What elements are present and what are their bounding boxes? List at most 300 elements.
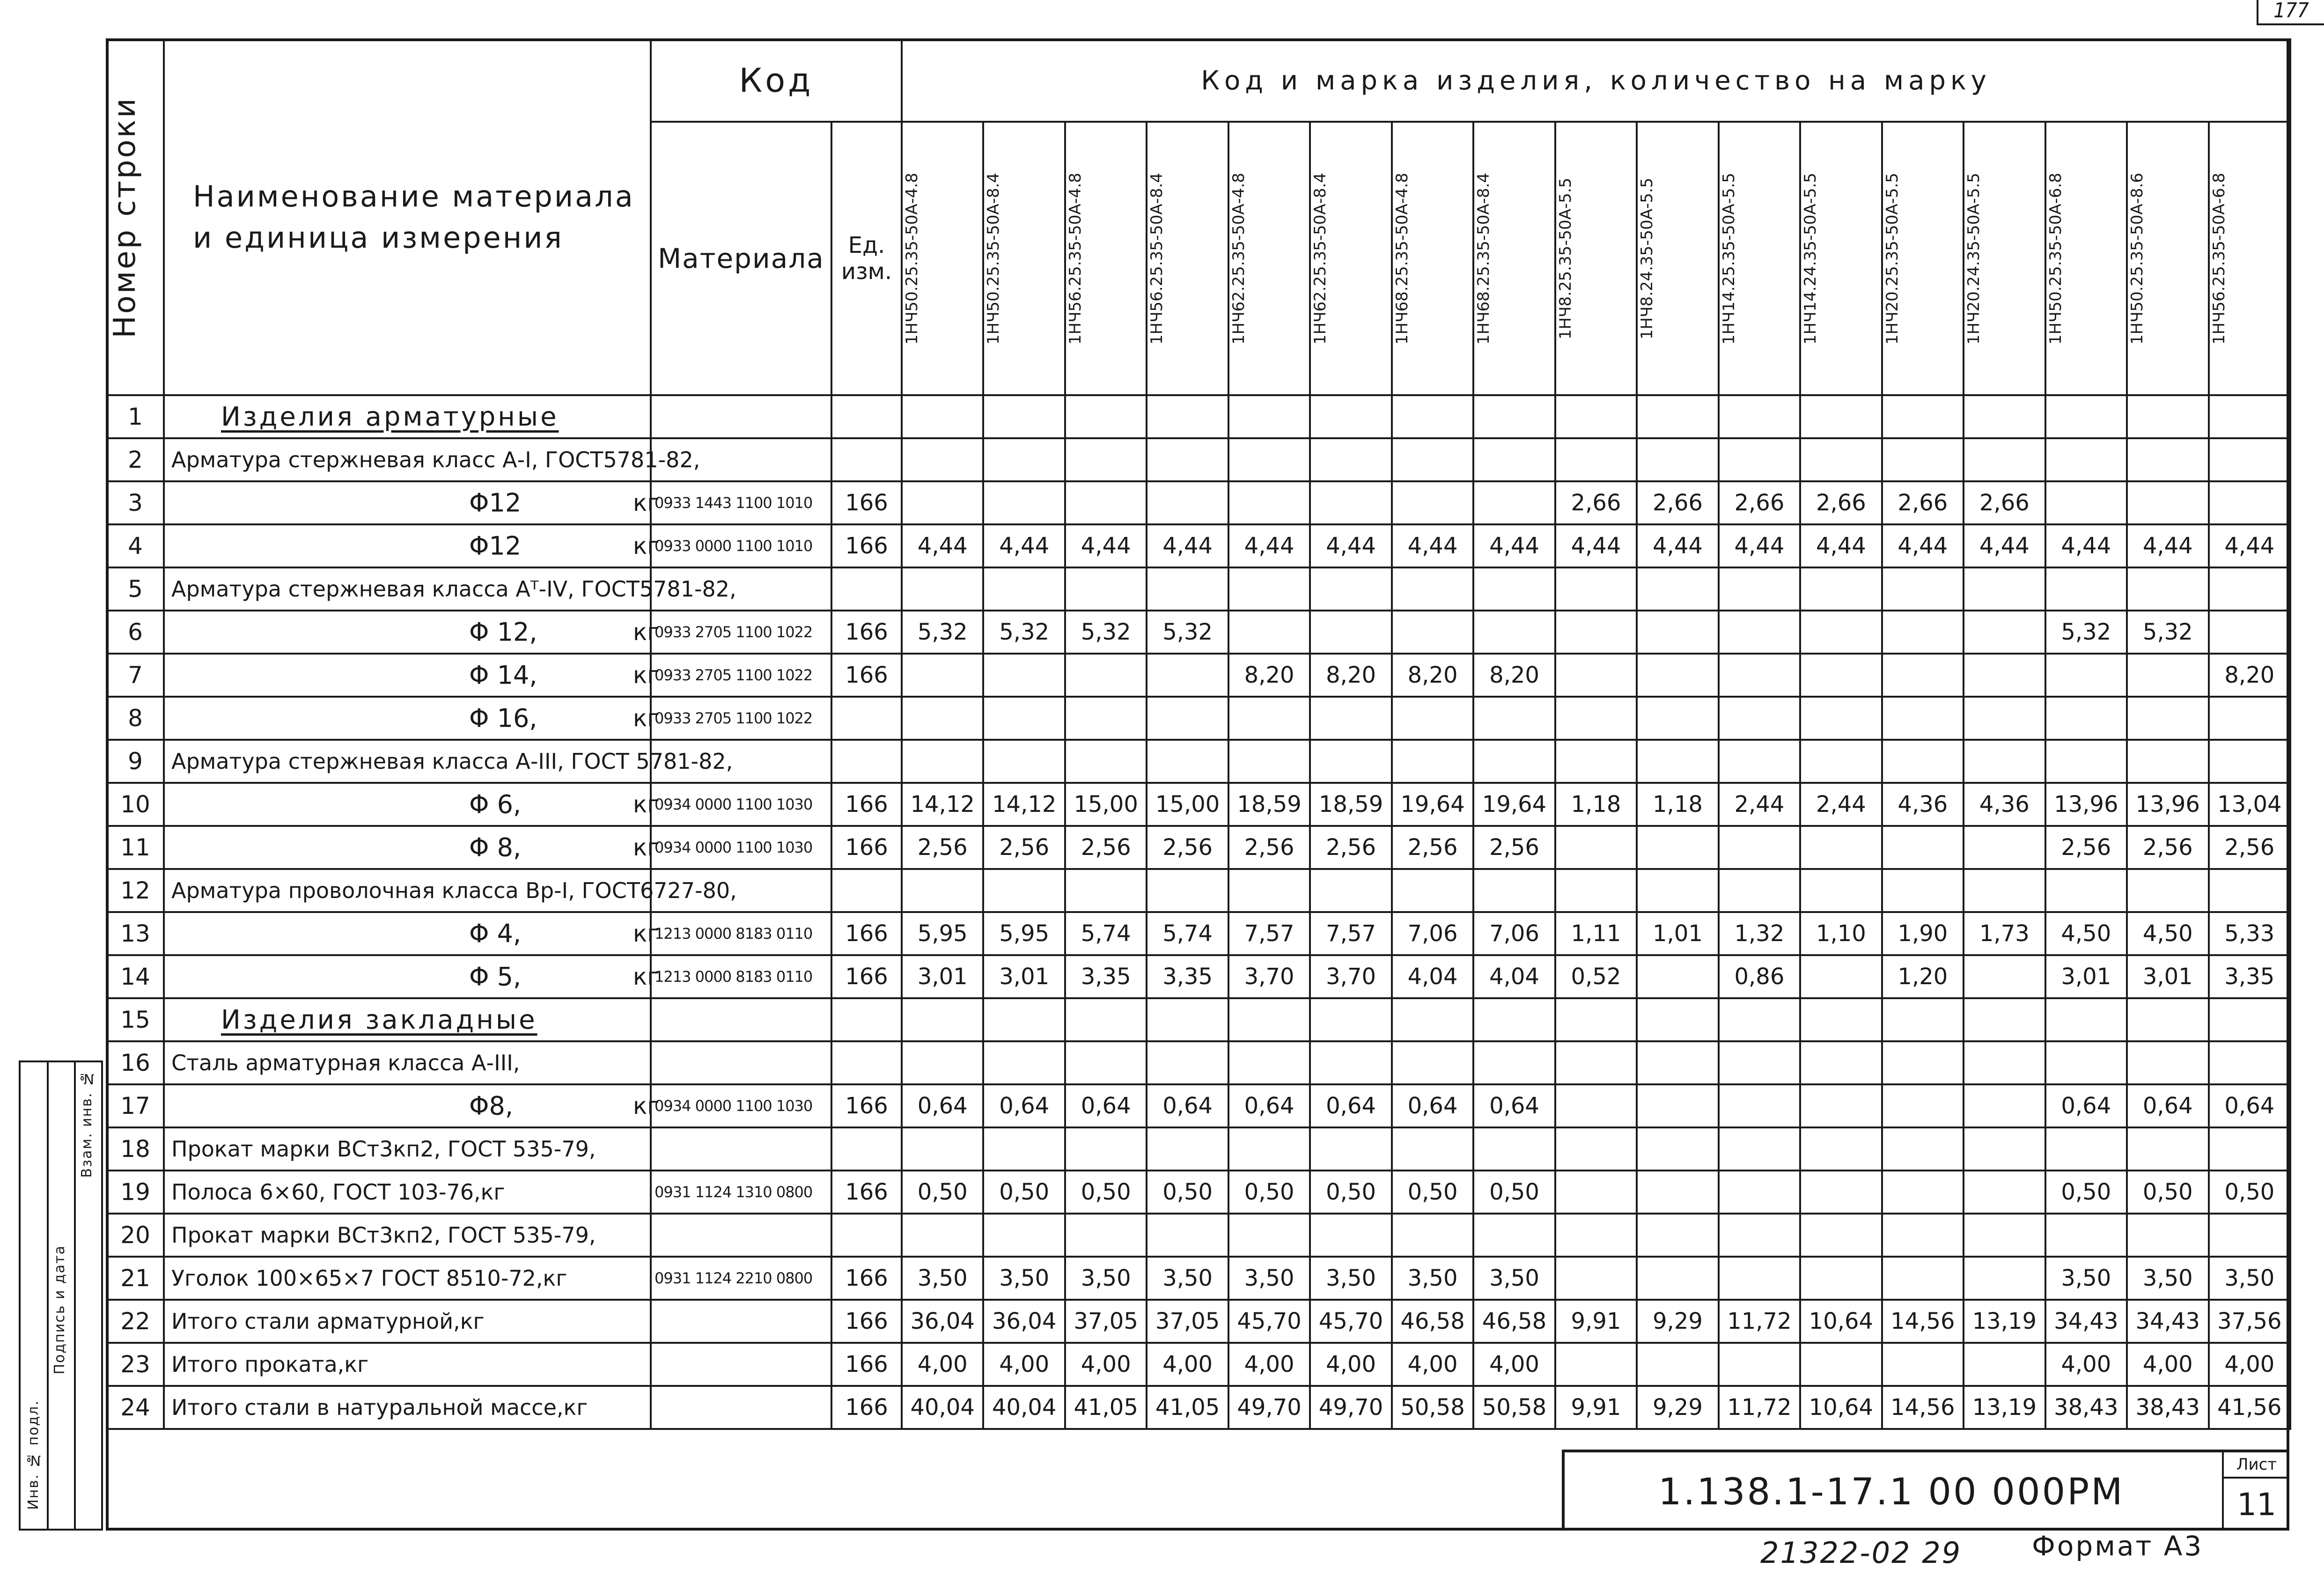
quantity-cell: 45,70	[1228, 1300, 1310, 1343]
quantity-cell	[1964, 654, 2045, 697]
row-number: 12	[107, 869, 164, 912]
material-code: 0934 0000 1100 1030	[651, 783, 831, 826]
quantity-cell	[2127, 697, 2208, 740]
quantity-cell: 4,44	[1065, 524, 1147, 567]
quantity-cell: 4,00	[1147, 1343, 1228, 1386]
header-mark-6: 1НЧ62.25.35-50А-8.4	[1310, 122, 1391, 395]
quantity-cell	[1310, 740, 1391, 783]
quantity-cell: 9,29	[1637, 1386, 1718, 1429]
quantity-cell	[1719, 1257, 1800, 1300]
table-row	[107, 912, 2290, 955]
unit-code	[831, 697, 902, 740]
quantity-cell	[1555, 1084, 1637, 1127]
quantity-cell	[1392, 998, 1473, 1041]
quantity-cell	[1637, 1171, 1718, 1214]
unit-label: кг	[563, 1395, 588, 1420]
quantity-cell	[2045, 1041, 2127, 1084]
quantity-cell	[1964, 611, 2045, 654]
unit-label: кг	[633, 791, 660, 818]
quantity-cell	[2045, 654, 2127, 697]
quantity-cell: 2,56	[2127, 826, 2208, 869]
quantity-cell	[1065, 869, 1147, 912]
diameter: Φ 16,	[469, 703, 537, 733]
quantity-cell: 3,50	[1310, 1257, 1391, 1300]
quantity-cell	[902, 654, 983, 697]
quantity-cell	[1964, 1084, 2045, 1127]
quantity-cell: 0,64	[1392, 1084, 1473, 1127]
quantity-cell	[1882, 1041, 1964, 1084]
quantity-cell	[1882, 1214, 1964, 1257]
quantity-cell: 34,43	[2127, 1300, 2208, 1343]
quantity-cell	[1310, 438, 1391, 481]
unit-code: 166	[831, 524, 902, 567]
quantity-cell	[1228, 869, 1310, 912]
table-row	[107, 955, 2290, 998]
unit-code: 166	[831, 912, 902, 955]
row-number: 24	[107, 1386, 164, 1429]
quantity-cell: 1,18	[1637, 783, 1718, 826]
diameter: Φ12	[469, 488, 522, 518]
header-mark-7: 1НЧ68.25.35-50А-4.8	[1392, 122, 1473, 395]
quantity-cell	[1555, 1127, 1637, 1171]
diameter: Φ 14,	[469, 660, 537, 690]
table-row	[107, 611, 2290, 654]
quantity-cell: 40,04	[902, 1386, 983, 1429]
quantity-cell: 4,36	[1882, 783, 1964, 826]
quantity-cell: 14,12	[902, 783, 983, 826]
material-name	[164, 654, 660, 697]
quantity-cell: 8,20	[1228, 654, 1310, 697]
material-code	[651, 1300, 831, 1343]
quantity-cell: 5,95	[902, 912, 983, 955]
quantity-cell: 4,04	[1392, 955, 1473, 998]
header-material: Материала	[651, 122, 831, 395]
table-row	[107, 869, 2290, 912]
quantity-cell	[1555, 826, 1637, 869]
quantity-cell	[902, 740, 983, 783]
quantity-cell	[1473, 1127, 1555, 1171]
quantity-cell	[1637, 998, 1718, 1041]
material-code: 0933 2705 1100 1022	[651, 697, 831, 740]
material-name	[164, 697, 660, 740]
quantity-cell: 0,50	[983, 1171, 1065, 1214]
material-name: Прокат марки ВСт3кп2, ГОСТ 535-79,	[164, 1127, 651, 1171]
quantity-cell	[1719, 654, 1800, 697]
side-sign-date: Подпись и дата	[51, 1244, 68, 1374]
quantity-cell: 7,57	[1310, 912, 1391, 955]
quantity-cell	[1882, 1084, 1964, 1127]
quantity-cell	[1800, 826, 1882, 869]
table-row	[107, 1214, 2290, 1257]
quantity-cell	[1882, 1171, 1964, 1214]
quantity-cell: 1,01	[1637, 912, 1718, 955]
diameter: Φ 6,	[469, 789, 522, 819]
quantity-cell	[1555, 1171, 1637, 1214]
header-mark-10: 1НЧ8.24.35-50А-5.5	[1637, 122, 1718, 395]
quantity-cell	[1637, 1343, 1718, 1386]
quantity-cell	[1473, 567, 1555, 611]
unit-label: кг	[633, 834, 660, 861]
quantity-cell	[1310, 1214, 1391, 1257]
quantity-cell	[1392, 481, 1473, 524]
quantity-cell	[2127, 395, 2208, 438]
quantity-cell	[1392, 611, 1473, 654]
quantity-cell	[1637, 395, 1718, 438]
quantity-cell	[1065, 1041, 1147, 1084]
quantity-cell: 2,66	[1964, 481, 2045, 524]
quantity-cell: 41,05	[1065, 1386, 1147, 1429]
quantity-cell	[1147, 740, 1228, 783]
quantity-cell: 4,44	[1719, 524, 1800, 567]
quantity-cell: 0,50	[1473, 1171, 1555, 1214]
quantity-cell: 5,32	[1065, 611, 1147, 654]
quantity-cell	[2209, 1127, 2291, 1171]
quantity-cell	[1719, 869, 1800, 912]
quantity-cell	[1228, 1127, 1310, 1171]
quantity-cell: 0,64	[902, 1084, 983, 1127]
material-name	[164, 1343, 651, 1386]
quantity-cell: 36,04	[983, 1300, 1065, 1343]
material-code: 0934 0000 1100 1030	[651, 826, 831, 869]
table-row	[107, 654, 2290, 697]
quantity-cell: 3,01	[2127, 955, 2208, 998]
quantity-cell: 15,00	[1147, 783, 1228, 826]
quantity-cell: 37,05	[1147, 1300, 1228, 1343]
material-code	[651, 1041, 831, 1084]
unit-code: 166	[831, 1386, 902, 1429]
quantity-cell	[1228, 1214, 1310, 1257]
header-name: Наименование материала и единица измерения	[164, 39, 651, 395]
quantity-cell: 19,64	[1392, 783, 1473, 826]
footer-format: Формат А3	[2032, 1530, 2204, 1562]
unit-label: кг	[460, 1309, 485, 1334]
unit-code: 166	[831, 1257, 902, 1300]
sheet-number: 11	[2237, 1487, 2276, 1523]
quantity-cell: 3,01	[902, 955, 983, 998]
quantity-cell: 34,43	[2045, 1300, 2127, 1343]
quantity-cell	[1065, 654, 1147, 697]
quantity-cell: 4,50	[2127, 912, 2208, 955]
quantity-cell	[1473, 998, 1555, 1041]
material-name-text: Итого проката,	[171, 1352, 345, 1377]
row-number: 22	[107, 1300, 164, 1343]
quantity-cell	[1065, 395, 1147, 438]
quantity-cell	[902, 481, 983, 524]
quantity-cell	[1065, 438, 1147, 481]
quantity-cell	[1882, 395, 1964, 438]
quantity-cell	[1473, 869, 1555, 912]
unit-code	[831, 1041, 902, 1084]
diameter: Φ8,	[469, 1091, 514, 1121]
quantity-cell	[1637, 1214, 1718, 1257]
quantity-cell	[2045, 869, 2127, 912]
quantity-cell: 2,56	[1310, 826, 1391, 869]
quantity-cell	[1719, 1214, 1800, 1257]
row-number: 9	[107, 740, 164, 783]
material-name: Изделия арматурные	[164, 395, 651, 438]
quantity-cell: 3,70	[1310, 955, 1391, 998]
quantity-cell	[1719, 826, 1800, 869]
quantity-cell	[1392, 567, 1473, 611]
quantity-cell: 3,01	[983, 955, 1065, 998]
quantity-cell: 4,00	[1473, 1343, 1555, 1386]
quantity-cell	[1800, 1171, 1882, 1214]
material-name: Сталь арматурная класса А-III,	[164, 1041, 651, 1084]
quantity-cell	[902, 1127, 983, 1171]
header-mark-8: 1НЧ68.25.35-50А-8.4	[1473, 122, 1555, 395]
quantity-cell	[1228, 998, 1310, 1041]
table-row	[107, 438, 2290, 481]
quantity-cell	[2045, 567, 2127, 611]
quantity-cell: 1,90	[1882, 912, 1964, 955]
quantity-cell	[1800, 697, 1882, 740]
quantity-cell: 0,50	[1310, 1171, 1391, 1214]
quantity-cell: 0,64	[1310, 1084, 1391, 1127]
quantity-cell: 3,01	[2045, 955, 2127, 998]
row-number: 1	[107, 395, 164, 438]
quantity-cell: 3,50	[983, 1257, 1065, 1300]
quantity-cell: 4,44	[983, 524, 1065, 567]
material-code	[651, 1214, 831, 1257]
quantity-cell	[2127, 1214, 2208, 1257]
quantity-cell	[1800, 395, 1882, 438]
quantity-cell	[1719, 438, 1800, 481]
quantity-cell	[2127, 654, 2208, 697]
quantity-cell	[2127, 1041, 2208, 1084]
header-mark-2: 1НЧ50.25.35-50А-8.4	[983, 122, 1065, 395]
material-name	[164, 524, 660, 567]
quantity-cell	[2127, 740, 2208, 783]
material-code: 0933 1443 1100 1010	[651, 481, 831, 524]
row-number: 17	[107, 1084, 164, 1127]
quantity-cell: 5,74	[1147, 912, 1228, 955]
quantity-cell	[2045, 1127, 2127, 1171]
quantity-cell: 5,32	[2127, 611, 2208, 654]
quantity-cell	[2127, 438, 2208, 481]
material-code: 1213 0000 8183 0110	[651, 955, 831, 998]
quantity-cell	[1882, 998, 1964, 1041]
quantity-cell	[902, 567, 983, 611]
quantity-cell	[902, 998, 983, 1041]
quantity-cell	[1065, 1127, 1147, 1171]
quantity-cell: 13,04	[2209, 783, 2291, 826]
header-code-mark: Код и марка изделия, количество на марку	[902, 39, 2290, 122]
quantity-cell	[1228, 481, 1310, 524]
quantity-cell: 11,72	[1719, 1300, 1800, 1343]
quantity-cell: 4,04	[1473, 955, 1555, 998]
quantity-cell: 4,00	[1065, 1343, 1147, 1386]
diameter: Φ 5,	[469, 962, 522, 992]
quantity-cell: 0,64	[983, 1084, 1065, 1127]
row-number: 7	[107, 654, 164, 697]
material-name	[164, 1300, 651, 1343]
quantity-cell	[1555, 1257, 1637, 1300]
row-number: 2	[107, 438, 164, 481]
quantity-cell: 13,96	[2127, 783, 2208, 826]
quantity-cell: 3,35	[2209, 955, 2291, 998]
quantity-cell	[1637, 1127, 1718, 1171]
material-code: 1213 0000 8183 0110	[651, 912, 831, 955]
material-code	[651, 1127, 831, 1171]
quantity-cell	[1473, 740, 1555, 783]
quantity-cell	[1719, 1127, 1800, 1171]
unit-label: кг	[633, 532, 660, 560]
material-name	[164, 1386, 651, 1429]
quantity-cell: 0,64	[1228, 1084, 1310, 1127]
quantity-cell	[1637, 1041, 1718, 1084]
header-unit: Ед. изм.	[831, 122, 902, 395]
quantity-cell: 7,06	[1392, 912, 1473, 955]
quantity-cell: 37,05	[1065, 1300, 1147, 1343]
quantity-cell	[1800, 1084, 1882, 1127]
quantity-cell	[902, 869, 983, 912]
quantity-cell	[1147, 395, 1228, 438]
unit-code: 166	[831, 826, 902, 869]
table-row	[107, 524, 2290, 567]
quantity-cell: 4,44	[1310, 524, 1391, 567]
side-inv-no: Инв. № подл.	[25, 1400, 42, 1510]
table-row	[107, 1084, 2290, 1127]
unit-label: кг	[633, 963, 660, 990]
quantity-cell	[1637, 740, 1718, 783]
quantity-cell	[2209, 998, 2291, 1041]
quantity-cell: 2,56	[902, 826, 983, 869]
quantity-cell: 2,56	[1228, 826, 1310, 869]
quantity-cell	[1147, 654, 1228, 697]
unit-code: 166	[831, 1343, 902, 1386]
quantity-cell: 11,72	[1719, 1386, 1800, 1429]
quantity-cell: 0,64	[1473, 1084, 1555, 1127]
quantity-cell: 40,04	[983, 1386, 1065, 1429]
quantity-cell: 5,74	[1065, 912, 1147, 955]
specification-table	[106, 38, 2291, 1430]
quantity-cell	[1637, 567, 1718, 611]
unit-code: 166	[831, 783, 902, 826]
quantity-cell: 1,11	[1555, 912, 1637, 955]
quantity-cell	[1310, 697, 1391, 740]
quantity-cell	[1964, 697, 2045, 740]
footer-code: 21322-02 29	[1760, 1536, 1962, 1570]
quantity-cell: 2,44	[1719, 783, 1800, 826]
unit-code: 166	[831, 611, 902, 654]
table-row	[107, 1041, 2290, 1084]
quantity-cell: 0,50	[2127, 1171, 2208, 1214]
material-code: 0934 0000 1100 1030	[651, 1084, 831, 1127]
material-name: Арматура стержневая класса А-III, ГОСТ 5781-82,	[164, 740, 651, 783]
quantity-cell	[2045, 697, 2127, 740]
quantity-cell: 3,70	[1228, 955, 1310, 998]
quantity-cell	[1719, 611, 1800, 654]
quantity-cell	[2045, 438, 2127, 481]
quantity-cell	[1882, 1343, 1964, 1386]
quantity-cell: 0,64	[1065, 1084, 1147, 1127]
quantity-cell	[1147, 481, 1228, 524]
diameter: Φ 12,	[469, 617, 537, 647]
quantity-cell: 10,64	[1800, 1386, 1882, 1429]
quantity-cell: 49,70	[1228, 1386, 1310, 1429]
quantity-cell	[2209, 611, 2291, 654]
quantity-cell	[2045, 481, 2127, 524]
table-row	[107, 1343, 2290, 1386]
quantity-cell	[1800, 438, 1882, 481]
quantity-cell: 10,64	[1800, 1300, 1882, 1343]
quantity-cell	[1147, 697, 1228, 740]
quantity-cell	[1719, 1343, 1800, 1386]
quantity-cell	[1882, 1127, 1964, 1171]
quantity-cell: 3,50	[1392, 1257, 1473, 1300]
header-row-number: Номер строки	[107, 39, 164, 395]
quantity-cell: 38,43	[2127, 1386, 2208, 1429]
quantity-cell	[1719, 998, 1800, 1041]
unit-code	[831, 998, 902, 1041]
quantity-cell	[1964, 567, 2045, 611]
quantity-cell	[1147, 1041, 1228, 1084]
quantity-cell	[2127, 567, 2208, 611]
quantity-cell: 13,19	[1964, 1386, 2045, 1429]
material-name	[164, 912, 660, 955]
quantity-cell	[1473, 1041, 1555, 1084]
quantity-cell: 0,64	[2045, 1084, 2127, 1127]
quantity-cell	[1555, 1041, 1637, 1084]
quantity-cell: 0,50	[2209, 1171, 2291, 1214]
quantity-cell	[1637, 697, 1718, 740]
quantity-cell	[1637, 654, 1718, 697]
quantity-cell	[1310, 481, 1391, 524]
quantity-cell: 1,10	[1800, 912, 1882, 955]
quantity-cell: 3,50	[1228, 1257, 1310, 1300]
table-row	[107, 1386, 2290, 1429]
quantity-cell	[1719, 1171, 1800, 1214]
quantity-cell	[983, 998, 1065, 1041]
quantity-cell	[1555, 567, 1637, 611]
unit-code	[831, 438, 902, 481]
quantity-cell: 13,96	[2045, 783, 2127, 826]
quantity-cell	[1882, 611, 1964, 654]
header-mark-5: 1НЧ62.25.35-50А-4.8	[1228, 122, 1310, 395]
quantity-cell: 41,05	[1147, 1386, 1228, 1429]
quantity-cell: 13,19	[1964, 1300, 2045, 1343]
quantity-cell: 1,32	[1719, 912, 1800, 955]
table-row	[107, 1127, 2290, 1171]
quantity-cell	[1882, 826, 1964, 869]
quantity-cell	[1719, 1084, 1800, 1127]
quantity-cell	[1147, 869, 1228, 912]
quantity-cell	[1637, 955, 1718, 998]
material-name	[164, 611, 660, 654]
quantity-cell: 9,29	[1637, 1300, 1718, 1343]
quantity-cell: 4,00	[983, 1343, 1065, 1386]
row-number: 16	[107, 1041, 164, 1084]
quantity-cell: 14,56	[1882, 1386, 1964, 1429]
quantity-cell	[1473, 611, 1555, 654]
material-name: Прокат марки ВСт3кп2, ГОСТ 535-79,	[164, 1214, 651, 1257]
quantity-cell	[1473, 395, 1555, 438]
quantity-cell: 4,44	[1637, 524, 1718, 567]
quantity-cell: 4,00	[2127, 1343, 2208, 1386]
quantity-cell	[1964, 869, 2045, 912]
material-code	[651, 1343, 831, 1386]
unit-code	[831, 740, 902, 783]
quantity-cell	[2127, 869, 2208, 912]
quantity-cell	[1964, 998, 2045, 1041]
unit-code: 166	[831, 1084, 902, 1127]
quantity-cell: 45,70	[1310, 1300, 1391, 1343]
quantity-cell	[1065, 481, 1147, 524]
quantity-cell	[1719, 395, 1800, 438]
quantity-cell: 14,12	[983, 783, 1065, 826]
unit-label: кг	[633, 618, 660, 646]
row-number: 3	[107, 481, 164, 524]
